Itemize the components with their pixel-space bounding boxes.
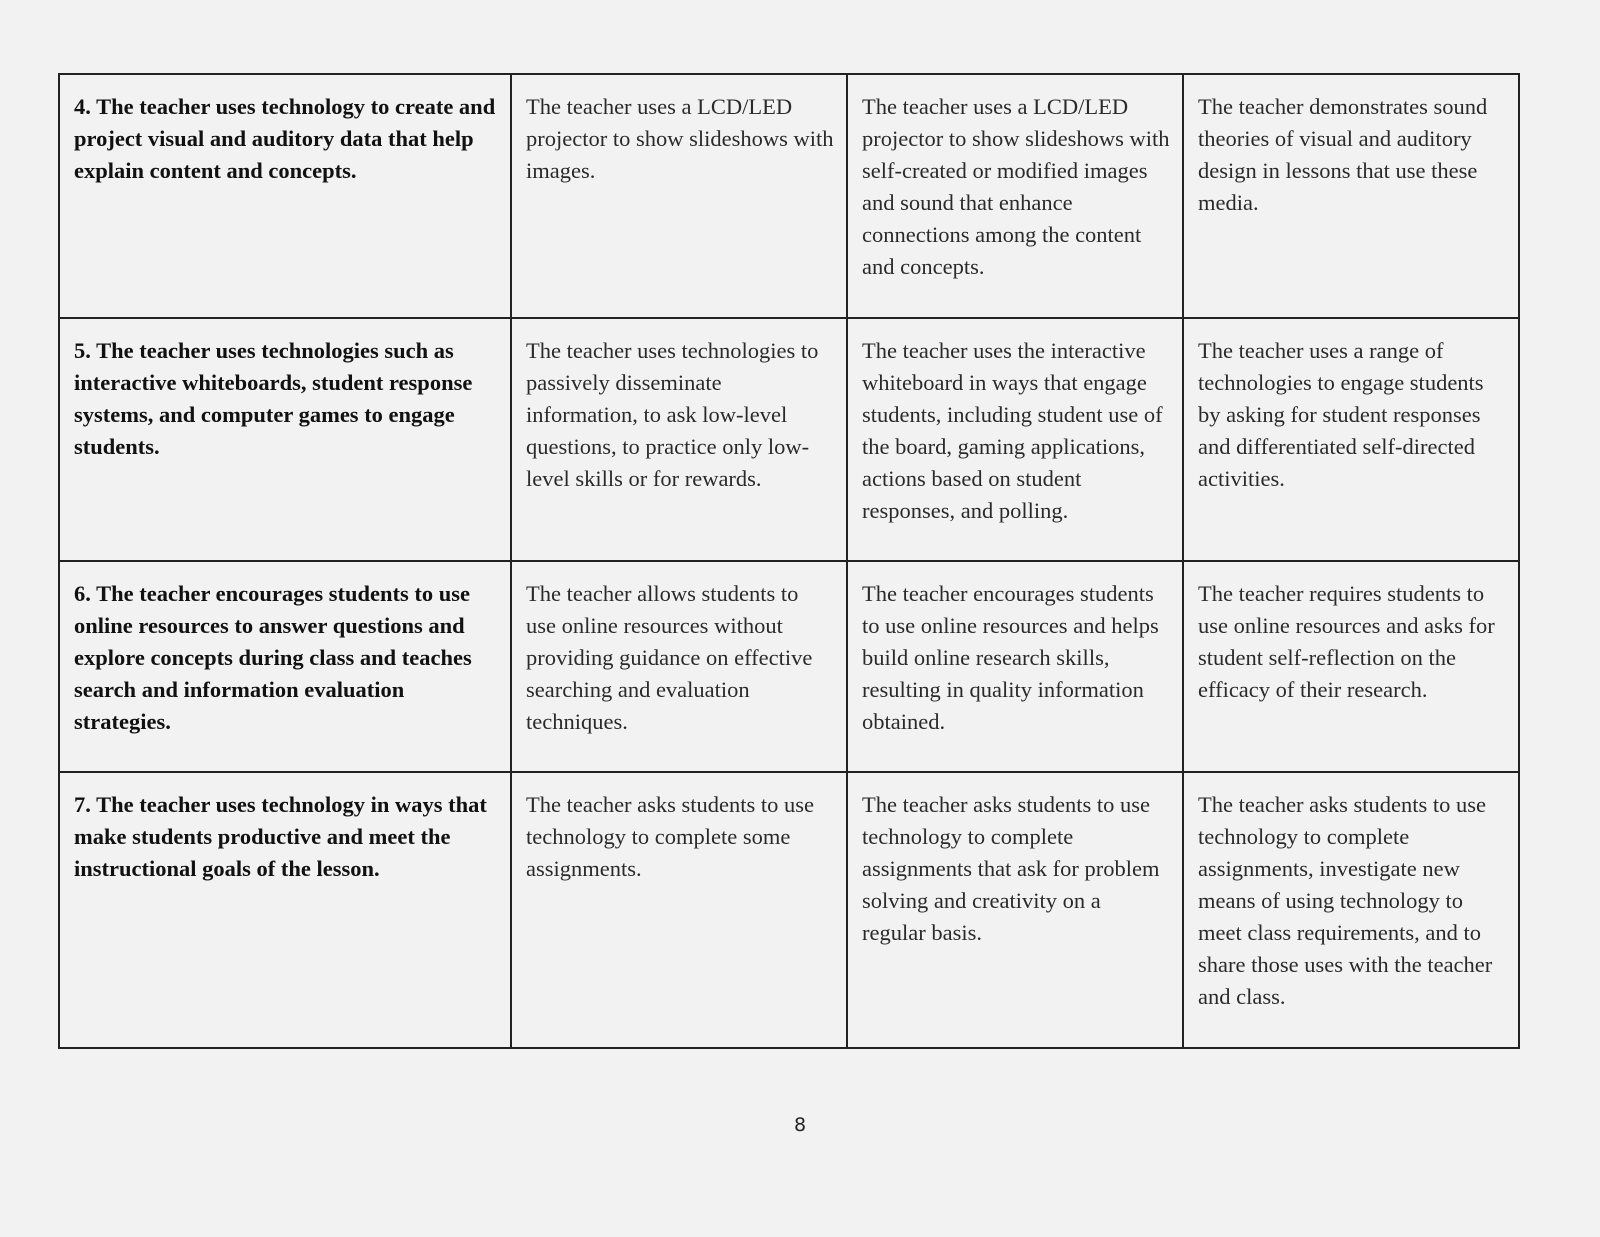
rubric-table: [58, 73, 1520, 1049]
level-cell: The teacher allows students to use online resources without providing guidance on effective searching and evaluation techniques.: [511, 561, 847, 772]
level-cell: The teacher uses the interactive whiteboard in ways that engage students, including student use of the board, gaming applications, actions based on student responses, and polling.: [847, 318, 1183, 561]
criterion-cell: 6. The teacher encourages students to use online resources to answer questions and explore concepts during class and teaches search and information evaluation strategies.: [59, 561, 511, 772]
level-cell: The teacher asks students to use technology to complete assignments that ask for problem solving and creativity on a regular basis.: [847, 772, 1183, 1048]
level-cell: The teacher requires students to use online resources and asks for student self-reflection on the efficacy of their research.: [1183, 561, 1519, 772]
table-row: [59, 74, 1519, 318]
criterion-cell: 4. The teacher uses technology to create and project visual and auditory data that help explain content and concepts.: [59, 74, 511, 318]
table-row: [59, 318, 1519, 561]
level-cell: The teacher uses a LCD/LED projector to show slideshows with images.: [511, 74, 847, 318]
level-cell: The teacher uses technologies to passively disseminate information, to ask low-level questions, to practice only low-level skills or for rewards.: [511, 318, 847, 561]
table-row: [59, 772, 1519, 1048]
level-cell: The teacher uses a range of technologies to engage students by asking for student responses and differentiated self-directed activities.: [1183, 318, 1519, 561]
level-cell: The teacher encourages students to use online resources and helps build online research skills, resulting in quality information obtained.: [847, 561, 1183, 772]
level-cell: The teacher demonstrates sound theories of visual and auditory design in lessons that use these media.: [1183, 74, 1519, 318]
table-row: [59, 561, 1519, 772]
level-cell: The teacher asks students to use technology to complete assignments, investigate new means of using technology to meet class requirements, and to share those uses with the teacher and class.: [1183, 772, 1519, 1048]
level-cell: The teacher asks students to use technology to complete some assignments.: [511, 772, 847, 1048]
page-number: 8: [793, 1114, 807, 1136]
level-cell: The teacher uses a LCD/LED projector to show slideshows with self-created or modified images and sound that enhance connections among the content and concepts.: [847, 74, 1183, 318]
criterion-cell: 5. The teacher uses technologies such as interactive whiteboards, student response systems, and computer games to engage students.: [59, 318, 511, 561]
criterion-cell: 7. The teacher uses technology in ways that make students productive and meet the instructional goals of the lesson.: [59, 772, 511, 1048]
